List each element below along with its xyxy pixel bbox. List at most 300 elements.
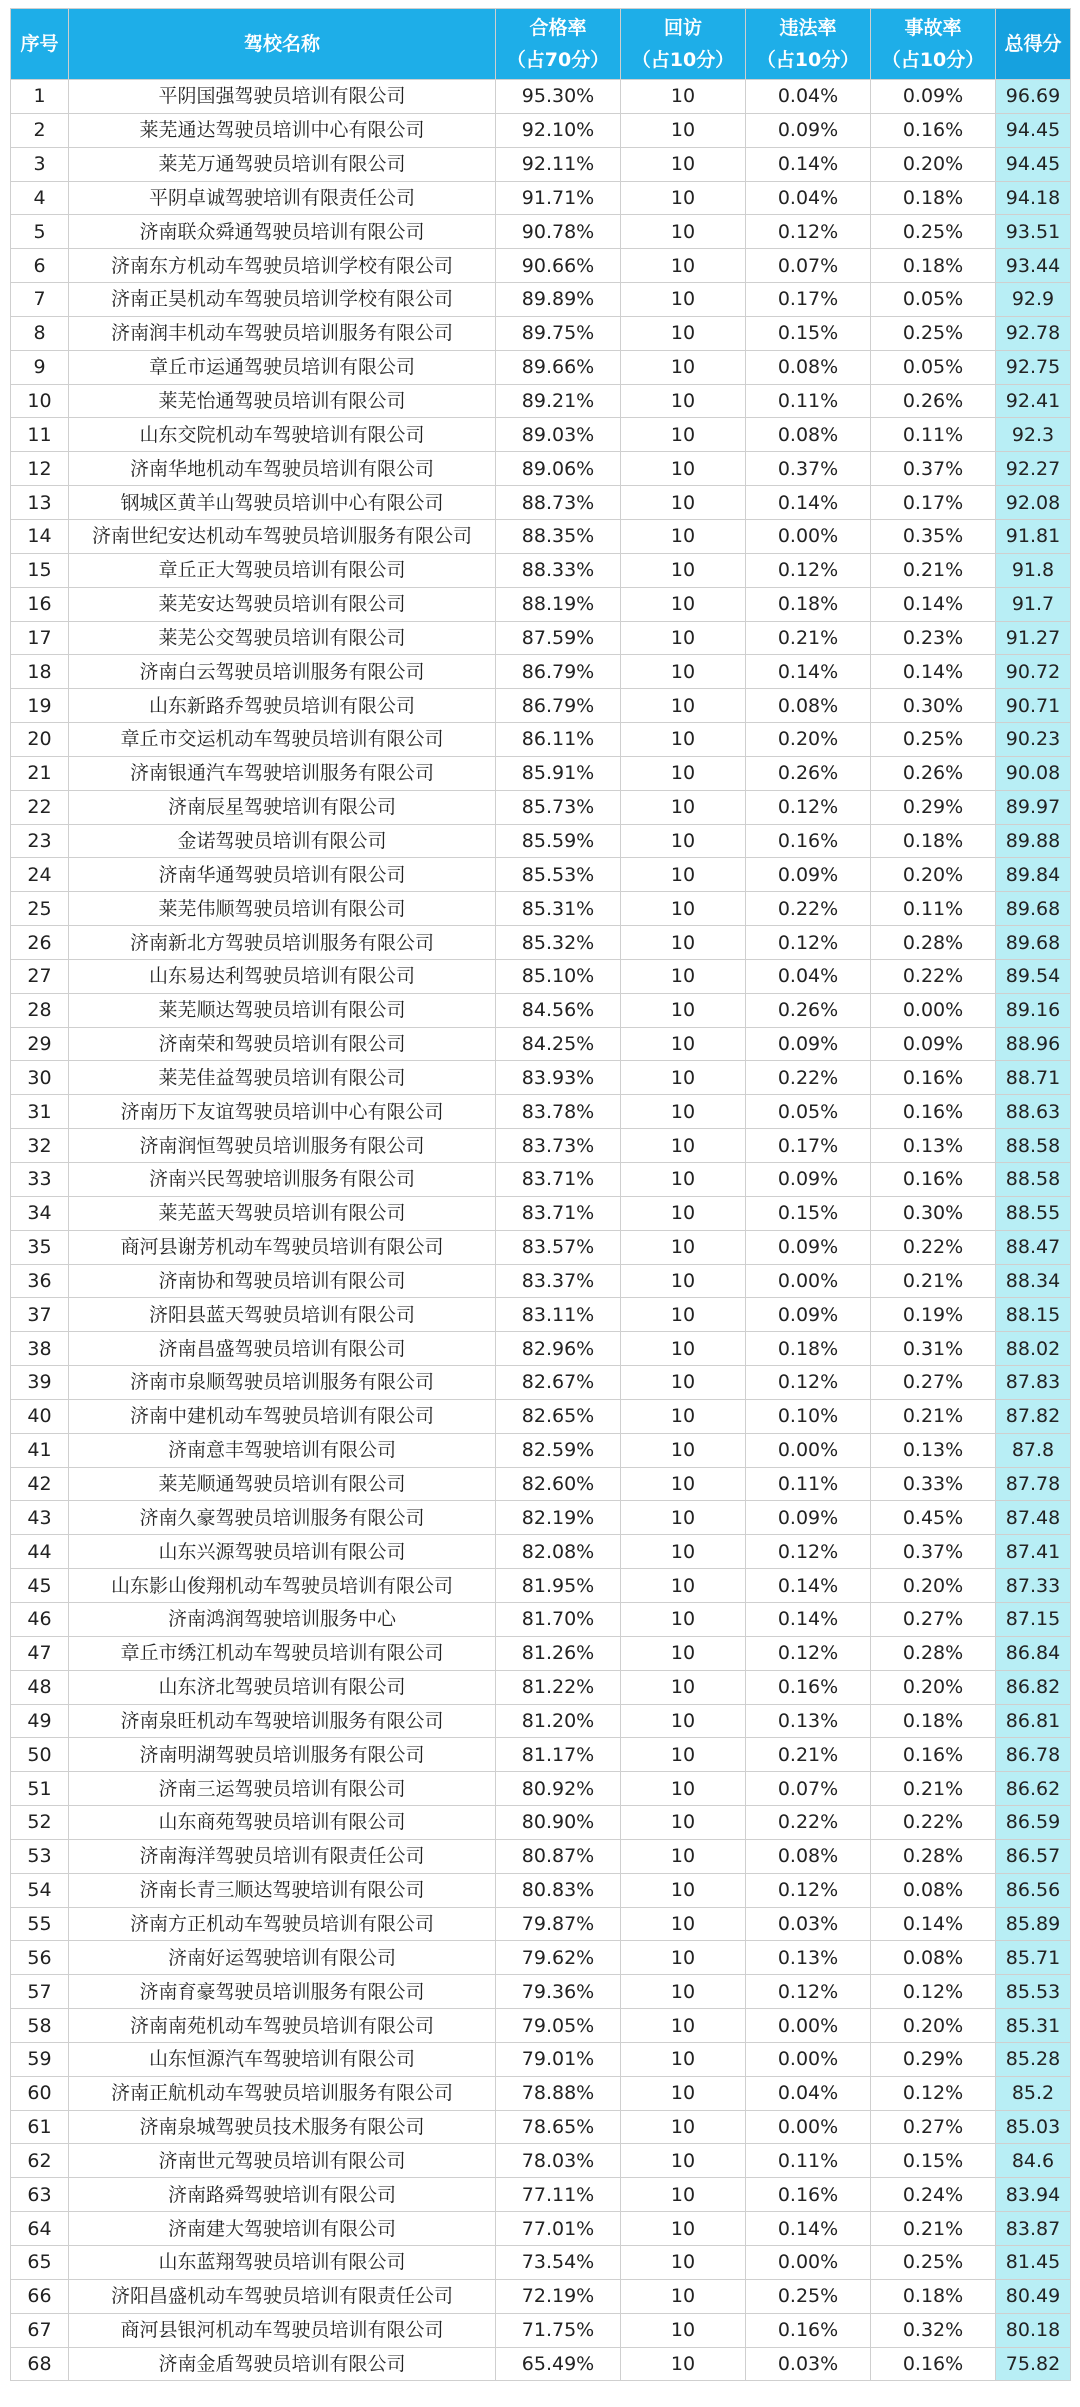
cell-revisit: 10 bbox=[621, 452, 746, 486]
cell-accident-rate: 0.30% bbox=[871, 689, 996, 723]
cell-pass-rate: 77.01% bbox=[496, 2212, 621, 2246]
cell-no: 8 bbox=[11, 316, 69, 350]
cell-violation-rate: 0.00% bbox=[746, 2042, 871, 2076]
cell-pass-rate: 90.78% bbox=[496, 215, 621, 249]
cell-school-name: 山东交院机动车驾驶培训有限公司 bbox=[69, 418, 496, 452]
table-row bbox=[11, 553, 1071, 587]
cell-school-name: 济南世纪安达机动车驾驶员培训服务有限公司 bbox=[69, 519, 496, 553]
cell-revisit: 10 bbox=[621, 2178, 746, 2212]
cell-total-score: 85.89 bbox=[996, 1907, 1071, 1941]
cell-accident-rate: 0.16% bbox=[871, 1061, 996, 1095]
table-row bbox=[11, 1298, 1071, 1332]
cell-school-name: 莱芜公交驾驶员培训有限公司 bbox=[69, 621, 496, 655]
cell-pass-rate: 89.21% bbox=[496, 384, 621, 418]
cell-no: 66 bbox=[11, 2279, 69, 2313]
cell-no: 67 bbox=[11, 2313, 69, 2347]
cell-accident-rate: 0.24% bbox=[871, 2178, 996, 2212]
table-row bbox=[11, 2313, 1071, 2347]
cell-no: 32 bbox=[11, 1129, 69, 1163]
cell-violation-rate: 0.13% bbox=[746, 1941, 871, 1975]
cell-total-score: 88.15 bbox=[996, 1298, 1071, 1332]
table-row bbox=[11, 858, 1071, 892]
table-row bbox=[11, 249, 1071, 283]
cell-no: 47 bbox=[11, 1636, 69, 1670]
cell-violation-rate: 0.22% bbox=[746, 1806, 871, 1840]
cell-school-name: 济南路舜驾驶培训有限公司 bbox=[69, 2178, 496, 2212]
cell-total-score: 85.71 bbox=[996, 1941, 1071, 1975]
table-row bbox=[11, 621, 1071, 655]
cell-school-name: 济南正昊机动车驾驶员培训学校有限公司 bbox=[69, 283, 496, 317]
cell-school-name: 莱芜蓝天驾驶员培训有限公司 bbox=[69, 1196, 496, 1230]
cell-accident-rate: 0.21% bbox=[871, 553, 996, 587]
cell-total-score: 94.18 bbox=[996, 181, 1071, 215]
cell-pass-rate: 80.90% bbox=[496, 1806, 621, 1840]
cell-total-score: 87.83 bbox=[996, 1366, 1071, 1400]
cell-violation-rate: 0.00% bbox=[746, 519, 871, 553]
cell-no: 5 bbox=[11, 215, 69, 249]
cell-revisit: 10 bbox=[621, 993, 746, 1027]
cell-no: 43 bbox=[11, 1501, 69, 1535]
cell-violation-rate: 0.21% bbox=[746, 1738, 871, 1772]
cell-no: 1 bbox=[11, 80, 69, 114]
cell-no: 42 bbox=[11, 1467, 69, 1501]
cell-accident-rate: 0.32% bbox=[871, 2313, 996, 2347]
cell-accident-rate: 0.29% bbox=[871, 2042, 996, 2076]
cell-school-name: 山东兴源驾驶员培训有限公司 bbox=[69, 1535, 496, 1569]
cell-total-score: 88.58 bbox=[996, 1129, 1071, 1163]
cell-no: 63 bbox=[11, 2178, 69, 2212]
cell-no: 31 bbox=[11, 1095, 69, 1129]
cell-total-score: 92.9 bbox=[996, 283, 1071, 317]
cell-violation-rate: 0.17% bbox=[746, 283, 871, 317]
cell-school-name: 章丘市运通驾驶员培训有限公司 bbox=[69, 350, 496, 384]
cell-accident-rate: 0.35% bbox=[871, 519, 996, 553]
table-row bbox=[11, 1738, 1071, 1772]
cell-violation-rate: 0.20% bbox=[746, 723, 871, 757]
table-header bbox=[11, 9, 1071, 80]
cell-pass-rate: 81.17% bbox=[496, 1738, 621, 1772]
cell-school-name: 济南长青三顺达驾驶培训有限公司 bbox=[69, 1873, 496, 1907]
cell-accident-rate: 0.14% bbox=[871, 655, 996, 689]
cell-pass-rate: 84.56% bbox=[496, 993, 621, 1027]
cell-total-score: 83.87 bbox=[996, 2212, 1071, 2246]
cell-no: 51 bbox=[11, 1772, 69, 1806]
cell-revisit: 10 bbox=[621, 790, 746, 824]
table-row bbox=[11, 2212, 1071, 2246]
cell-no: 18 bbox=[11, 655, 69, 689]
cell-no: 22 bbox=[11, 790, 69, 824]
cell-total-score: 92.27 bbox=[996, 452, 1071, 486]
cell-violation-rate: 0.00% bbox=[746, 2110, 871, 2144]
cell-pass-rate: 79.36% bbox=[496, 1975, 621, 2009]
cell-no: 62 bbox=[11, 2144, 69, 2178]
header-no: 序号 bbox=[11, 9, 69, 80]
cell-accident-rate: 0.08% bbox=[871, 1873, 996, 1907]
table-row bbox=[11, 1264, 1071, 1298]
cell-revisit: 10 bbox=[621, 1433, 746, 1467]
cell-accident-rate: 0.19% bbox=[871, 1298, 996, 1332]
table-row bbox=[11, 1873, 1071, 1907]
cell-pass-rate: 73.54% bbox=[496, 2246, 621, 2280]
table-row bbox=[11, 384, 1071, 418]
table-row bbox=[11, 2076, 1071, 2110]
cell-revisit: 10 bbox=[621, 2042, 746, 2076]
cell-pass-rate: 71.75% bbox=[496, 2313, 621, 2347]
cell-violation-rate: 0.12% bbox=[746, 215, 871, 249]
cell-accident-rate: 0.21% bbox=[871, 1264, 996, 1298]
cell-accident-rate: 0.30% bbox=[871, 1196, 996, 1230]
cell-total-score: 93.44 bbox=[996, 249, 1071, 283]
cell-total-score: 88.55 bbox=[996, 1196, 1071, 1230]
cell-no: 12 bbox=[11, 452, 69, 486]
cell-pass-rate: 81.70% bbox=[496, 1602, 621, 1636]
cell-total-score: 96.69 bbox=[996, 80, 1071, 114]
cell-no: 38 bbox=[11, 1332, 69, 1366]
cell-total-score: 84.6 bbox=[996, 2144, 1071, 2178]
cell-school-name: 济南辰星驾驶培训有限公司 bbox=[69, 790, 496, 824]
cell-revisit: 10 bbox=[621, 2246, 746, 2280]
cell-pass-rate: 82.67% bbox=[496, 1366, 621, 1400]
cell-total-score: 94.45 bbox=[996, 147, 1071, 181]
cell-violation-rate: 0.14% bbox=[746, 147, 871, 181]
table-row bbox=[11, 486, 1071, 520]
cell-accident-rate: 0.18% bbox=[871, 249, 996, 283]
cell-school-name: 济南好运驾驶培训有限公司 bbox=[69, 1941, 496, 1975]
table-row bbox=[11, 824, 1071, 858]
cell-pass-rate: 81.95% bbox=[496, 1569, 621, 1603]
cell-pass-rate: 83.78% bbox=[496, 1095, 621, 1129]
cell-no: 26 bbox=[11, 926, 69, 960]
cell-revisit: 10 bbox=[621, 147, 746, 181]
cell-pass-rate: 82.19% bbox=[496, 1501, 621, 1535]
table-row bbox=[11, 1704, 1071, 1738]
cell-total-score: 90.08 bbox=[996, 756, 1071, 790]
cell-school-name: 商河县银河机动车驾驶员培训有限公司 bbox=[69, 2313, 496, 2347]
cell-total-score: 88.71 bbox=[996, 1061, 1071, 1095]
cell-total-score: 80.49 bbox=[996, 2279, 1071, 2313]
cell-revisit: 10 bbox=[621, 1163, 746, 1197]
cell-accident-rate: 0.11% bbox=[871, 892, 996, 926]
cell-violation-rate: 0.12% bbox=[746, 553, 871, 587]
cell-school-name: 莱芜佳益驾驶员培训有限公司 bbox=[69, 1061, 496, 1095]
cell-violation-rate: 0.13% bbox=[746, 1704, 871, 1738]
cell-pass-rate: 86.79% bbox=[496, 655, 621, 689]
cell-school-name: 济南联众舜通驾驶员培训有限公司 bbox=[69, 215, 496, 249]
cell-school-name: 莱芜顺通驾驶员培训有限公司 bbox=[69, 1467, 496, 1501]
cell-revisit: 10 bbox=[621, 1061, 746, 1095]
table-row bbox=[11, 1636, 1071, 1670]
header-accident-rate: 事故率 （占10分） bbox=[871, 9, 996, 80]
cell-no: 11 bbox=[11, 418, 69, 452]
cell-school-name: 济南久豪驾驶员培训服务有限公司 bbox=[69, 1501, 496, 1535]
cell-violation-rate: 0.11% bbox=[746, 1467, 871, 1501]
cell-total-score: 87.15 bbox=[996, 1602, 1071, 1636]
cell-accident-rate: 0.15% bbox=[871, 2144, 996, 2178]
cell-pass-rate: 83.11% bbox=[496, 1298, 621, 1332]
cell-pass-rate: 84.25% bbox=[496, 1027, 621, 1061]
cell-no: 53 bbox=[11, 1839, 69, 1873]
cell-revisit: 10 bbox=[621, 1399, 746, 1433]
cell-no: 37 bbox=[11, 1298, 69, 1332]
cell-total-score: 92.41 bbox=[996, 384, 1071, 418]
table-row bbox=[11, 2009, 1071, 2043]
cell-revisit: 10 bbox=[621, 249, 746, 283]
cell-total-score: 89.84 bbox=[996, 858, 1071, 892]
cell-revisit: 10 bbox=[621, 1670, 746, 1704]
cell-pass-rate: 88.73% bbox=[496, 486, 621, 520]
cell-school-name: 济南银通汽车驾驶培训服务有限公司 bbox=[69, 756, 496, 790]
cell-no: 56 bbox=[11, 1941, 69, 1975]
cell-violation-rate: 0.03% bbox=[746, 1907, 871, 1941]
cell-school-name: 章丘市绣江机动车驾驶员培训有限公司 bbox=[69, 1636, 496, 1670]
cell-accident-rate: 0.17% bbox=[871, 486, 996, 520]
cell-pass-rate: 80.87% bbox=[496, 1839, 621, 1873]
cell-school-name: 章丘市交运机动车驾驶员培训有限公司 bbox=[69, 723, 496, 757]
table-row bbox=[11, 1061, 1071, 1095]
cell-violation-rate: 0.21% bbox=[746, 621, 871, 655]
cell-pass-rate: 79.62% bbox=[496, 1941, 621, 1975]
cell-revisit: 10 bbox=[621, 384, 746, 418]
table-row bbox=[11, 1196, 1071, 1230]
cell-accident-rate: 0.28% bbox=[871, 926, 996, 960]
cell-pass-rate: 83.57% bbox=[496, 1230, 621, 1264]
cell-total-score: 86.59 bbox=[996, 1806, 1071, 1840]
table-row bbox=[11, 993, 1071, 1027]
cell-school-name: 钢城区黄羊山驾驶员培训中心有限公司 bbox=[69, 486, 496, 520]
cell-total-score: 89.88 bbox=[996, 824, 1071, 858]
cell-violation-rate: 0.22% bbox=[746, 892, 871, 926]
cell-no: 13 bbox=[11, 486, 69, 520]
cell-pass-rate: 83.71% bbox=[496, 1196, 621, 1230]
cell-no: 25 bbox=[11, 892, 69, 926]
cell-pass-rate: 88.33% bbox=[496, 553, 621, 587]
cell-accident-rate: 0.14% bbox=[871, 1907, 996, 1941]
cell-pass-rate: 87.59% bbox=[496, 621, 621, 655]
cell-pass-rate: 72.19% bbox=[496, 2279, 621, 2313]
cell-no: 3 bbox=[11, 147, 69, 181]
cell-revisit: 10 bbox=[621, 2076, 746, 2110]
cell-pass-rate: 83.71% bbox=[496, 1163, 621, 1197]
cell-school-name: 济南海洋驾驶员培训有限责任公司 bbox=[69, 1839, 496, 1873]
cell-accident-rate: 0.23% bbox=[871, 621, 996, 655]
cell-total-score: 92.75 bbox=[996, 350, 1071, 384]
cell-total-score: 87.33 bbox=[996, 1569, 1071, 1603]
cell-school-name: 济南意丰驾驶培训有限公司 bbox=[69, 1433, 496, 1467]
table-row bbox=[11, 283, 1071, 317]
cell-violation-rate: 0.04% bbox=[746, 80, 871, 114]
cell-total-score: 86.81 bbox=[996, 1704, 1071, 1738]
cell-accident-rate: 0.20% bbox=[871, 147, 996, 181]
cell-pass-rate: 89.66% bbox=[496, 350, 621, 384]
cell-revisit: 10 bbox=[621, 2212, 746, 2246]
cell-revisit: 10 bbox=[621, 283, 746, 317]
cell-school-name: 商河县谢芳机动车驾驶员培训有限公司 bbox=[69, 1230, 496, 1264]
cell-revisit: 10 bbox=[621, 2110, 746, 2144]
cell-revisit: 10 bbox=[621, 1230, 746, 1264]
table-row bbox=[11, 2144, 1071, 2178]
cell-school-name: 济南泉旺机动车驾驶培训服务有限公司 bbox=[69, 1704, 496, 1738]
cell-no: 57 bbox=[11, 1975, 69, 2009]
table-row bbox=[11, 2110, 1071, 2144]
table-row bbox=[11, 1501, 1071, 1535]
cell-violation-rate: 0.05% bbox=[746, 1095, 871, 1129]
cell-violation-rate: 0.10% bbox=[746, 1399, 871, 1433]
cell-revisit: 10 bbox=[621, 181, 746, 215]
cell-school-name: 济阳昌盛机动车驾驶员培训有限责任公司 bbox=[69, 2279, 496, 2313]
cell-revisit: 10 bbox=[621, 824, 746, 858]
cell-no: 27 bbox=[11, 959, 69, 993]
cell-accident-rate: 0.16% bbox=[871, 1095, 996, 1129]
cell-accident-rate: 0.00% bbox=[871, 993, 996, 1027]
cell-revisit: 10 bbox=[621, 1873, 746, 1907]
cell-no: 54 bbox=[11, 1873, 69, 1907]
cell-pass-rate: 78.65% bbox=[496, 2110, 621, 2144]
cell-revisit: 10 bbox=[621, 1467, 746, 1501]
cell-no: 6 bbox=[11, 249, 69, 283]
cell-violation-rate: 0.12% bbox=[746, 1636, 871, 1670]
cell-violation-rate: 0.18% bbox=[746, 587, 871, 621]
cell-pass-rate: 82.08% bbox=[496, 1535, 621, 1569]
cell-accident-rate: 0.16% bbox=[871, 1163, 996, 1197]
cell-accident-rate: 0.21% bbox=[871, 2212, 996, 2246]
cell-violation-rate: 0.04% bbox=[746, 181, 871, 215]
cell-violation-rate: 0.16% bbox=[746, 824, 871, 858]
table-row bbox=[11, 113, 1071, 147]
table-row bbox=[11, 1569, 1071, 1603]
cell-total-score: 92.3 bbox=[996, 418, 1071, 452]
cell-school-name: 莱芜通达驾驶员培训中心有限公司 bbox=[69, 113, 496, 147]
cell-revisit: 10 bbox=[621, 1839, 746, 1873]
cell-revisit: 10 bbox=[621, 1366, 746, 1400]
cell-violation-rate: 0.15% bbox=[746, 1196, 871, 1230]
cell-school-name: 济南三运驾驶员培训有限公司 bbox=[69, 1772, 496, 1806]
table-row bbox=[11, 926, 1071, 960]
cell-accident-rate: 0.26% bbox=[871, 384, 996, 418]
cell-no: 15 bbox=[11, 553, 69, 587]
cell-total-score: 83.94 bbox=[996, 2178, 1071, 2212]
cell-total-score: 92.08 bbox=[996, 486, 1071, 520]
cell-accident-rate: 0.20% bbox=[871, 1569, 996, 1603]
cell-violation-rate: 0.09% bbox=[746, 1027, 871, 1061]
cell-pass-rate: 83.93% bbox=[496, 1061, 621, 1095]
cell-revisit: 10 bbox=[621, 2144, 746, 2178]
table-row bbox=[11, 1467, 1071, 1501]
cell-revisit: 10 bbox=[621, 1636, 746, 1670]
cell-revisit: 10 bbox=[621, 2009, 746, 2043]
cell-no: 30 bbox=[11, 1061, 69, 1095]
cell-accident-rate: 0.21% bbox=[871, 1399, 996, 1433]
cell-accident-rate: 0.28% bbox=[871, 1839, 996, 1873]
table-row bbox=[11, 1839, 1071, 1873]
cell-pass-rate: 89.06% bbox=[496, 452, 621, 486]
cell-total-score: 88.63 bbox=[996, 1095, 1071, 1129]
cell-revisit: 10 bbox=[621, 1027, 746, 1061]
cell-pass-rate: 91.71% bbox=[496, 181, 621, 215]
cell-accident-rate: 0.25% bbox=[871, 723, 996, 757]
cell-total-score: 80.18 bbox=[996, 2313, 1071, 2347]
cell-pass-rate: 65.49% bbox=[496, 2347, 621, 2381]
cell-violation-rate: 0.17% bbox=[746, 1129, 871, 1163]
cell-revisit: 10 bbox=[621, 1772, 746, 1806]
cell-violation-rate: 0.04% bbox=[746, 959, 871, 993]
cell-revisit: 10 bbox=[621, 1738, 746, 1772]
cell-total-score: 88.47 bbox=[996, 1230, 1071, 1264]
cell-violation-rate: 0.08% bbox=[746, 350, 871, 384]
cell-no: 46 bbox=[11, 1602, 69, 1636]
cell-no: 60 bbox=[11, 2076, 69, 2110]
cell-violation-rate: 0.14% bbox=[746, 2212, 871, 2246]
cell-accident-rate: 0.09% bbox=[871, 80, 996, 114]
cell-no: 2 bbox=[11, 113, 69, 147]
table-row bbox=[11, 1230, 1071, 1264]
cell-pass-rate: 82.60% bbox=[496, 1467, 621, 1501]
cell-total-score: 92.78 bbox=[996, 316, 1071, 350]
cell-pass-rate: 89.89% bbox=[496, 283, 621, 317]
table-row bbox=[11, 147, 1071, 181]
cell-revisit: 10 bbox=[621, 1535, 746, 1569]
cell-accident-rate: 0.05% bbox=[871, 350, 996, 384]
cell-school-name: 山东蓝翔驾驶员培训有限公司 bbox=[69, 2246, 496, 2280]
cell-pass-rate: 85.10% bbox=[496, 959, 621, 993]
cell-accident-rate: 0.20% bbox=[871, 858, 996, 892]
cell-school-name: 莱芜怡通驾驶员培训有限公司 bbox=[69, 384, 496, 418]
cell-school-name: 山东新路乔驾驶员培训有限公司 bbox=[69, 689, 496, 723]
cell-violation-rate: 0.08% bbox=[746, 418, 871, 452]
cell-revisit: 10 bbox=[621, 1129, 746, 1163]
cell-no: 7 bbox=[11, 283, 69, 317]
cell-violation-rate: 0.18% bbox=[746, 1332, 871, 1366]
cell-school-name: 济南华通驾驶员培训有限公司 bbox=[69, 858, 496, 892]
cell-total-score: 86.82 bbox=[996, 1670, 1071, 1704]
cell-revisit: 10 bbox=[621, 2347, 746, 2381]
cell-school-name: 济南润丰机动车驾驶员培训服务有限公司 bbox=[69, 316, 496, 350]
cell-accident-rate: 0.25% bbox=[871, 215, 996, 249]
cell-school-name: 济南育豪驾驶员培训服务有限公司 bbox=[69, 1975, 496, 2009]
cell-no: 35 bbox=[11, 1230, 69, 1264]
cell-revisit: 10 bbox=[621, 959, 746, 993]
cell-school-name: 山东影山俊翔机动车驾驶员培训有限公司 bbox=[69, 1569, 496, 1603]
cell-pass-rate: 85.53% bbox=[496, 858, 621, 892]
header-row bbox=[11, 9, 1071, 80]
cell-total-score: 87.48 bbox=[996, 1501, 1071, 1535]
cell-revisit: 10 bbox=[621, 858, 746, 892]
cell-school-name: 济南鸿润驾驶培训服务中心 bbox=[69, 1602, 496, 1636]
table-row bbox=[11, 2042, 1071, 2076]
table-row bbox=[11, 215, 1071, 249]
table-row bbox=[11, 2246, 1071, 2280]
cell-violation-rate: 0.03% bbox=[746, 2347, 871, 2381]
cell-accident-rate: 0.45% bbox=[871, 1501, 996, 1535]
cell-school-name: 济南新北方驾驶员培训服务有限公司 bbox=[69, 926, 496, 960]
cell-violation-rate: 0.09% bbox=[746, 1230, 871, 1264]
cell-pass-rate: 80.83% bbox=[496, 1873, 621, 1907]
table-row bbox=[11, 1941, 1071, 1975]
cell-violation-rate: 0.12% bbox=[746, 1873, 871, 1907]
table-row bbox=[11, 1433, 1071, 1467]
cell-school-name: 济南明湖驾驶员培训服务有限公司 bbox=[69, 1738, 496, 1772]
cell-total-score: 89.97 bbox=[996, 790, 1071, 824]
cell-pass-rate: 89.75% bbox=[496, 316, 621, 350]
table-row bbox=[11, 2279, 1071, 2313]
cell-no: 21 bbox=[11, 756, 69, 790]
cell-revisit: 10 bbox=[621, 113, 746, 147]
cell-revisit: 10 bbox=[621, 1264, 746, 1298]
cell-no: 58 bbox=[11, 2009, 69, 2043]
cell-pass-rate: 88.35% bbox=[496, 519, 621, 553]
cell-school-name: 莱芜万通驾驶员培训有限公司 bbox=[69, 147, 496, 181]
cell-total-score: 89.16 bbox=[996, 993, 1071, 1027]
cell-accident-rate: 0.12% bbox=[871, 1975, 996, 2009]
